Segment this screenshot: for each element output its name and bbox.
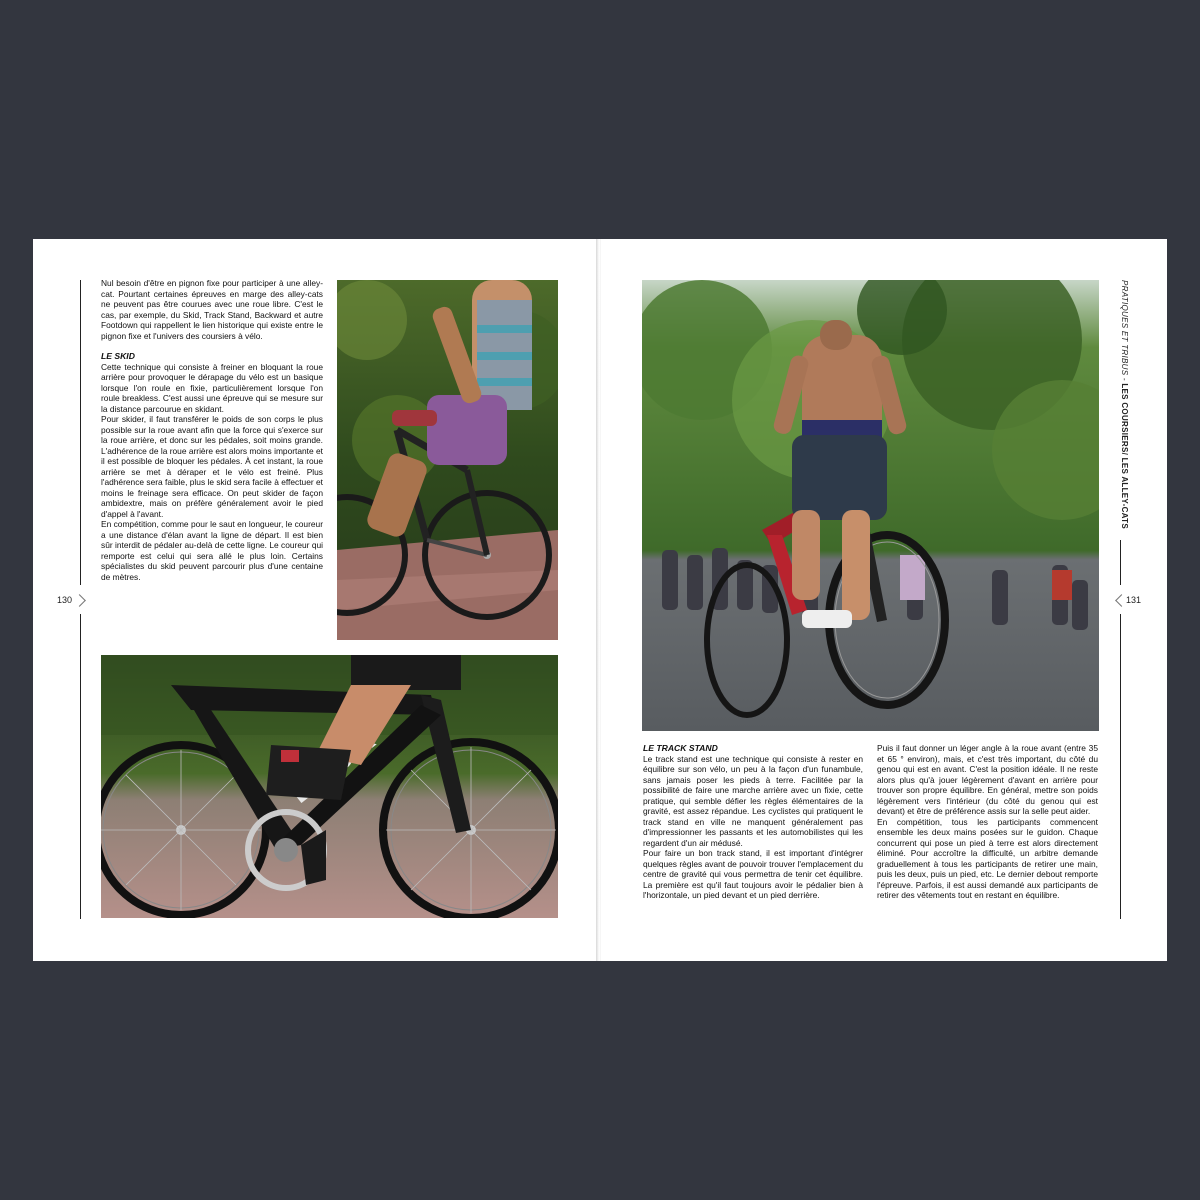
track-stand-paragraph-2: Pour faire un bon track stand, il est important d'intégrer quelques règles avant de pouvoir trouver l'emplacement du centre de gravité qui vous permettra de tenir cet équilibre. La première est qu'il faut toujours avoir le pédalier bien à l'horizontale, un pied devant et un pied derrière.: [643, 848, 863, 900]
right-text-column-1: [643, 743, 863, 901]
track-stand-heading: LE TRACK STAND: [643, 743, 718, 753]
running-head-section: PRATIQUES ET TRIBUS -: [1120, 280, 1129, 384]
skid-paragraph-1: Cette technique qui consiste à freiner en bloquant la roue arrière pour provoquer le dérapage du vélo est un basique lorsque l'on roule en fixie, particulièrement lorsque l'on roule breakless. C'est aussi une épreuve qui se mesure sur la distance parcourue en skidant.: [101, 361, 323, 414]
skid-paragraph-2: Pour skider, il faut transférer le poids de son corps le plus possible sur la roue avant afin que la force qui s'exerce sur la roue arrière, et donc sur les pédales, soit moins grande. L'adhérence de la roue arrière est alors moins importante et il est possible de bloquer les pédales. À cet instant, la roue arrière se met à déraper et le vélo est freiné. Plus l'adhérence sera faible, plus le skid sera facile à effectuer et moins le freinage sera efficace. On peut skider de façon ambidextre, mais on préfère généralement avoir le pied d'appel à l'avant.: [101, 414, 323, 519]
intro-paragraph: Nul besoin d'être en pignon fixe pour participer à une alley-cat. Pourtant certaines épreuves en marge des alley-cats ne peuvent pas être courues avec une roue libre. C'est le cas, par exemple, du Skid, Track Stand, Backward et autre Footdown qui rappellent le lien historique qui existe entre le pignon fixe et l'univers des coursiers à vélo.: [101, 278, 323, 341]
track-stand-paragraph-3: Puis il faut donner un léger angle à la roue avant (entre 35 et 65 ° environ), mais, et c'est très important, du côté du genou qui est en avant. C'est la position idéale. Il ne reste alors plus qu'à jouer légèrement d'avant en arrière pour trouver son propre équilibre. En général, mettre son poids légèrement vers l'intérieur (du côté du genou qui est devant) et être de préférence assis sur la selle peut aider.: [877, 743, 1098, 816]
track-stand-paragraph-4: En compétition, tous les participants commencent ensemble les deux mains posées sur le guidon. Chaque concurrent qui pose un pied à terre est alors directement éliminé. Pour accroître la difficulté, un arbitre demande graduellement à tous les participants de retirer une main, puis les deux, puis un pied, etc. Le dernier debout remporte l'épreuve. Parfois, il est aussi demandé aux participants de retirer des vêtements tout en restant en équilibre.: [877, 816, 1098, 900]
skid-paragraph-3: En compétition, comme pour le saut en longueur, le coureur a une distance d'élan avant la ligne de départ. Il est bien sûr interdit de pédaler au-delà de cette ligne. Le coureur qui remporte est celui qui sera allé le plus loin. Certains spécialistes du skid peuvent parcourir plus d'une centaine de mètres.: [101, 519, 323, 582]
track-stand-photo: [642, 280, 1099, 731]
track-stand-paragraph-1: Le track stand est une technique qui consiste à rester en équilibre sur son vélo, un peu à la façon d'un funambule, sans jamais poser les pieds à terre. Facilitée par la possibilité de faire une marche arrière avec un fixie, cette pratique, qui semble défier les règles élémentaires de la gravité, est assez répandue. Les cyclistes qui pratiquent le track stand en ville ne manquent généralement pas d'impressionner les passants et les automobilistes qui les regardent d'un air médusé.: [643, 753, 863, 848]
right-margin-rule-bottom: [1120, 614, 1121, 919]
cyclist-skid-photo: [337, 280, 558, 640]
left-margin-rule-bottom: [80, 614, 81, 919]
right-margin-rule-top: [1120, 540, 1121, 585]
right-text-column-2: [877, 743, 1098, 901]
left-page-number: 130: [57, 595, 73, 605]
running-head-chapter: LES COURSIERS/ LES ALLEY-CATS: [1120, 383, 1129, 529]
right-page-number: 131: [1126, 595, 1142, 605]
left-text-column: [101, 278, 323, 582]
bike-closeup-photo: [101, 655, 558, 918]
left-margin-rule-top: [80, 280, 81, 585]
skid-heading: LE SKID: [101, 351, 135, 361]
running-head: [1117, 280, 1131, 540]
